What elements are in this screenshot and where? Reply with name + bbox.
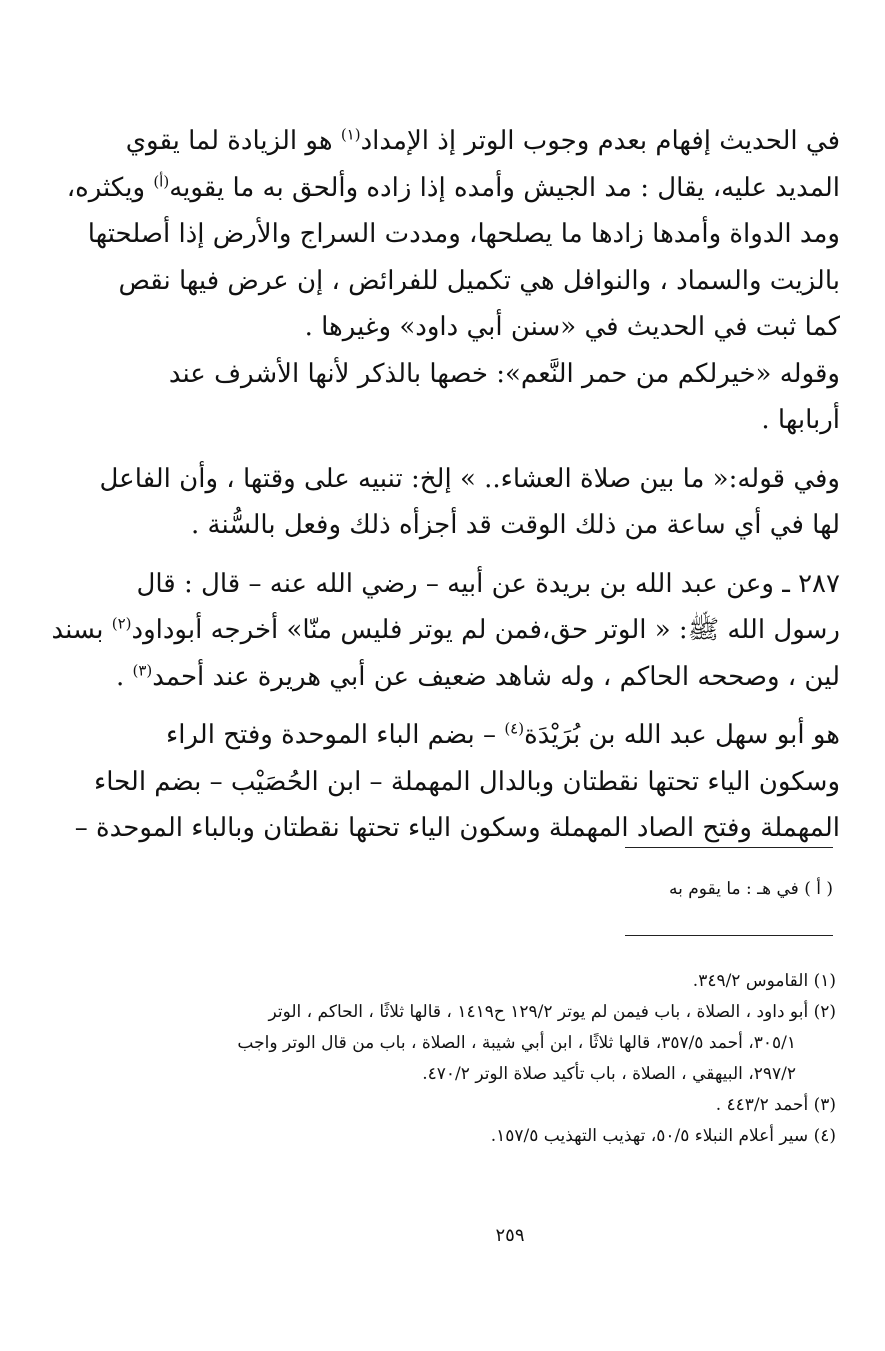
- footnote-continuation: ٢٩٧/٢، البيهقي ، الصلاة ، باب تأكيد صلاة الوتر ٤٧٠/٢.: [422, 1064, 796, 1084]
- text-line: [115, 654, 840, 701]
- text-segment: – بضم الباء الموحدة وفتح الراء: [165, 720, 497, 750]
- text-line: وسكون الياء تحتها نقطتان وبالدال المهملة – ابن الحُصَيْب – بضم الحاء: [93, 766, 840, 797]
- text-line: بالزيت والسماد ، والنوافل هي تكميل للفرائض ، إن عرض فيها نقص: [118, 265, 840, 296]
- footnote-marker: (٣): [132, 660, 153, 679]
- footnote-continuation: ٣٠٥/١، أحمد ٣٥٧/٥، قالها ثلاثًا ، ابن أبي شيبة ، الصلاة ، باب من قال الوتر واجب: [237, 1033, 796, 1053]
- footnote-separator: [625, 847, 833, 848]
- hadith-287-line: ٢٨٧ ـ وعن عبد الله بن بريدة عن أبيه – رضي الله عنه – قال : قال: [136, 568, 840, 599]
- text-segment: المديد عليه، يقال : مد الجيش وأمده إذا زاده وألحق به ما يقويه: [169, 172, 840, 203]
- footnote: (٤) سير أعلام النبلاء ٥٠/٥، تهذيب التهذيب ١٥٧/٥.: [490, 1126, 836, 1146]
- text-line: [51, 607, 840, 654]
- footnote-marker: (٤): [504, 719, 525, 738]
- footnote: (١) القاموس ٣٤٩/٢.: [692, 971, 836, 991]
- text-segment: .: [115, 661, 125, 692]
- text-line: [150, 712, 840, 759]
- text-segment: هو الزيادة لما يقوي: [125, 126, 333, 156]
- footnote-marker: (١): [340, 125, 361, 144]
- variant-note: ( أ ) في هـ : ما يقوم به: [669, 879, 833, 899]
- footnote-marker: (أ): [153, 171, 170, 190]
- text-line: المهملة وفتح الصاد المهملة وسكون الياء تحتها نقطتان وبالباء الموحدة –: [74, 813, 840, 843]
- footnote: (٣) أحمد ٤٤٣/٢ .: [715, 1095, 836, 1115]
- footnote-separator: [625, 935, 833, 936]
- text-segment: لين ، وصححه الحاكم ، وله شاهد ضعيف عن أبي هريرة عند أحمد: [152, 661, 840, 692]
- footnotes: [150, 966, 836, 1152]
- text-line: لها في أي ساعة من ذلك الوقت قد أجزأه ذلك وفعل بالسُّنة .: [190, 510, 840, 540]
- text-line: ومد الدواة وأمدها زادها ما يصلحها، ومددت السراج والأرض إذا أصلحتها: [87, 219, 840, 249]
- text-line: وفي قوله:« ما بين صلاة العشاء.. » إلخ: تنبيه على وقتها ، وأن الفاعل: [99, 463, 840, 494]
- text-line: كما ثبت في الحديث في «سنن أبي داود» وغيرها .: [304, 312, 840, 342]
- text-segment: هو أبو سهل عبد الله بن بُرَيْدَة: [524, 720, 840, 750]
- text-line: [125, 118, 840, 165]
- footnote-marker: (٢): [111, 614, 132, 633]
- text-line: [66, 165, 840, 212]
- text-line: أربابها .: [761, 405, 840, 435]
- page-number: ٢٥٩: [495, 1225, 525, 1246]
- text-segment: رسول الله ﷺ: « الوتر حق،فمن لم يوتر فليس منّا» أخرجه أبوداود: [131, 615, 840, 645]
- text-line: وقوله «خيرلكم من حمر النَّعم»: خصها بالذكر لأنها الأشرف عند: [168, 358, 840, 389]
- main-text: [51, 118, 840, 852]
- text-segment: ويكثره،: [66, 172, 146, 203]
- text-segment: بسند: [51, 615, 104, 645]
- text-segment: في الحديث إفهام بعدم وجوب الوتر إذ الإمداد: [360, 126, 840, 156]
- footnote: (٢) أبو داود ، الصلاة ، باب فيمن لم يوتر ١٢٩/٢ ح١٤١٩ ، قالها ثلاثًا ، الحاكم ، الوتر: [268, 1002, 836, 1022]
